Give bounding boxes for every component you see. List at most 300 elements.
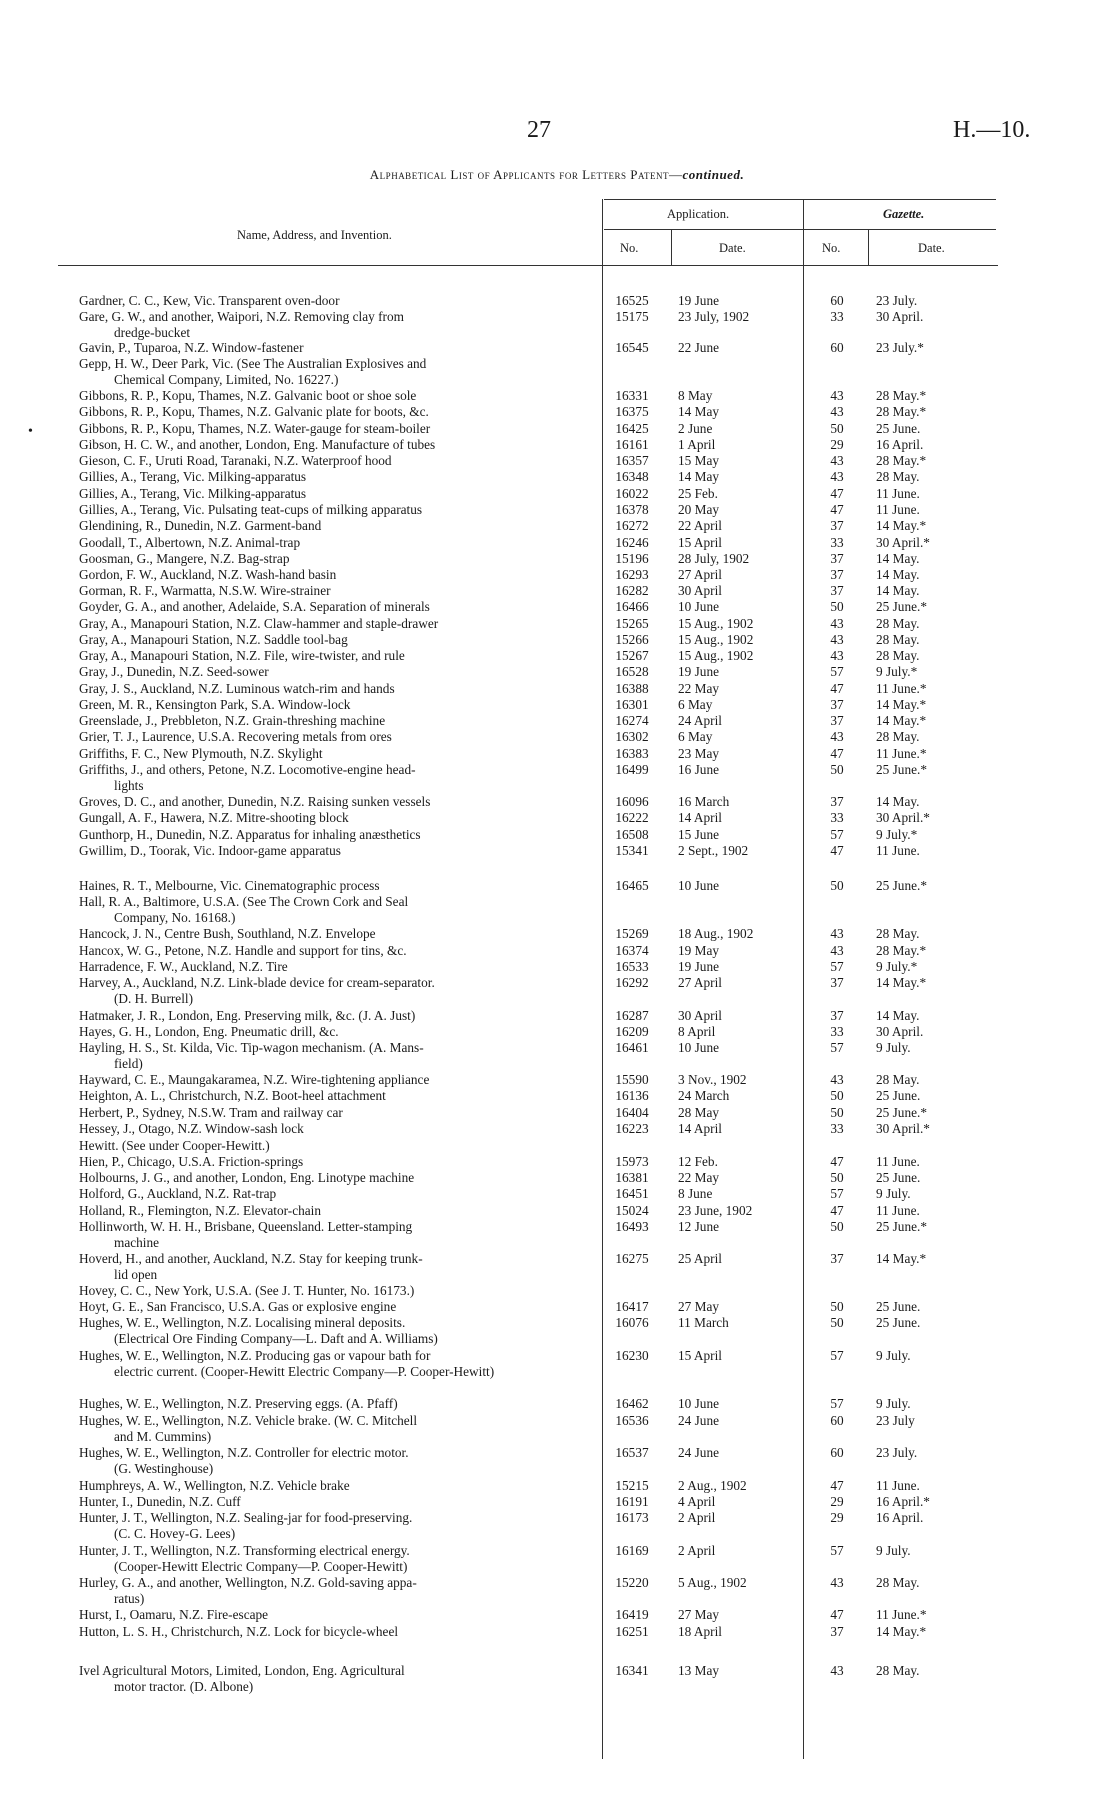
entry-name [79, 1219, 593, 1252]
application-number: 16341 [615, 1663, 649, 1678]
caption-continued: continued. [682, 167, 745, 182]
gazette-date: 14 May.* [876, 697, 927, 712]
entry-name-text: Gwillim, D., Toorak, Vic. Indoor-game apparatus [79, 843, 341, 858]
entry-name-text: Green, M. R., Kensington Park, S.A. Window-lock [79, 697, 351, 712]
gazette-number: 47 [830, 1607, 844, 1622]
application-number: 16173 [615, 1510, 649, 1525]
page-number: 27 [527, 117, 551, 143]
application-number: 16022 [615, 486, 649, 501]
application-date: 5 Aug., 1902 [678, 1575, 747, 1590]
application-date: 8 April [678, 1024, 716, 1039]
gazette-date: 23 July.* [876, 340, 924, 355]
application-number: 15175 [615, 309, 649, 324]
entry-name-text: Greenslade, J., Prebbleton, N.Z. Grain-threshing machine [79, 713, 386, 728]
application-number: 16404 [615, 1105, 649, 1120]
entry-name-text: Gibbons, R. P., Kopu, Thames, N.Z. Galvanic plate for boots, &c. [79, 404, 429, 419]
gazette-date: 25 June. [876, 1088, 921, 1103]
entry-name [79, 1624, 593, 1640]
application-date: 15 Aug., 1902 [678, 616, 754, 631]
application-number: 16287 [615, 1008, 649, 1023]
application-number: 16272 [615, 518, 649, 533]
gazette-date: 28 May.* [876, 943, 927, 958]
application-date: 8 June [678, 1186, 713, 1201]
application-date: 15 May [678, 453, 719, 468]
gazette-date: 28 May.* [876, 388, 927, 403]
gazette-date: 23 July. [876, 1445, 918, 1460]
entry-name [79, 453, 593, 469]
application-date: 24 June [678, 1413, 719, 1428]
gazette-number: 37 [830, 1251, 844, 1266]
application-date: 4 April [678, 1494, 716, 1509]
gazette-date: 16 April.* [876, 1494, 930, 1509]
gazette-number: 37 [830, 1624, 844, 1639]
entry-name-text: Heighton, A. L., Christchurch, N.Z. Boot-heel attachment [79, 1088, 386, 1103]
gazette-number: 43 [830, 926, 844, 941]
application-number: 15215 [615, 1478, 649, 1493]
application-date: 25 April [678, 1251, 722, 1266]
entry-name [79, 664, 593, 680]
entry-name-continuation: (G. Westinghouse) [114, 1461, 214, 1477]
entry-name [79, 1478, 593, 1494]
entry-name-text: Hughes, W. E., Wellington, N.Z. Vehicle brake. (W. C. Mitchell [79, 1413, 418, 1428]
entry-name-text: Gibbons, R. P., Kopu, Thames, N.Z. Water-gauge for steam-boiler [79, 421, 431, 436]
gazette-date: 30 April. [876, 1024, 924, 1039]
application-date: 28 July, 1902 [678, 551, 750, 566]
entry-name [79, 340, 593, 356]
gazette-number: 43 [830, 648, 844, 663]
entry-name-continuation: lid open [114, 1267, 158, 1283]
entry-name-text: Harradence, F. W., Auckland, N.Z. Tire [79, 959, 288, 974]
application-date: 10 June [678, 878, 719, 893]
entry-name-text: Hayling, H. S., St. Kilda, Vic. Tip-wagon mechanism. (A. Mans- [79, 1040, 424, 1055]
entry-name-continuation: Chemical Company, Limited, No. 16227.) [114, 372, 339, 388]
gazette-number: 43 [830, 1575, 844, 1590]
application-number: 16161 [615, 437, 649, 452]
gazette-number: 57 [830, 1543, 844, 1558]
application-number: 16274 [615, 713, 649, 728]
application-number: 16533 [615, 959, 649, 974]
entry-name-continuation: dredge-bucket [114, 325, 191, 341]
application-date: 15 Aug., 1902 [678, 632, 754, 647]
gazette-number: 47 [830, 502, 844, 517]
gazette-number: 29 [830, 437, 844, 452]
application-date: 14 May [678, 404, 719, 419]
application-date: 2 Aug., 1902 [678, 1478, 747, 1493]
entry-name-continuation: ratus) [114, 1591, 145, 1607]
entry-name-text: Gepp, H. W., Deer Park, Vic. (See The Australian Explosives and [79, 356, 427, 371]
gazette-date: 25 June.* [876, 762, 927, 777]
gazette-date: 25 June. [876, 1315, 921, 1330]
entry-name [79, 1543, 593, 1576]
application-number: 16508 [615, 827, 649, 842]
entry-name [79, 551, 593, 567]
header-top-rule [604, 199, 996, 200]
document-reference: H.—10. [953, 117, 1031, 143]
entry-name-text: Grier, T. J., Laurence, U.S.A. Recovering metals from ores [79, 729, 392, 744]
application-number: 16545 [615, 340, 649, 355]
gazette-number: 57 [830, 664, 844, 679]
gazette-number: 50 [830, 1170, 844, 1185]
application-date: 11 March [678, 1315, 729, 1330]
header-bottom-rule [58, 265, 998, 266]
gazette-number: 33 [830, 810, 844, 825]
application-date: 12 Feb. [678, 1154, 718, 1169]
entry-name-text: Hoyt, G. E., San Francisco, U.S.A. Gas or explosive engine [79, 1299, 397, 1314]
entry-name [79, 1315, 593, 1348]
gazette-date: 11 June. [876, 486, 920, 501]
gazette-number: 37 [830, 794, 844, 809]
gazette-date: 9 July. [876, 1348, 911, 1363]
entry-name-text: Griffiths, J., and others, Petone, N.Z. Locomotive-engine head- [79, 762, 416, 777]
page-caption [0, 167, 1114, 183]
caption-text: Alphabetical List of Applicants for Letters Patent— [369, 167, 683, 182]
entry-name-text: Gray, A., Manapouri Station, N.Z. File, wire-twister, and rule [79, 648, 405, 663]
application-date: 30 April [678, 1008, 722, 1023]
entry-name-text: Gunthorp, H., Dunedin, N.Z. Apparatus for inhaling anæsthetics [79, 827, 421, 842]
gazette-date: 14 May.* [876, 975, 927, 990]
application-date: 10 June [678, 1040, 719, 1055]
entry-name [79, 437, 593, 453]
application-number: 16525 [615, 293, 649, 308]
application-date: 8 May [678, 388, 713, 403]
application-number: 16357 [615, 453, 649, 468]
application-number: 16499 [615, 762, 649, 777]
gazette-date: 11 June. [876, 1478, 920, 1493]
application-number: 16528 [615, 664, 649, 679]
application-date: 20 May [678, 502, 719, 517]
gazette-number: 57 [830, 1396, 844, 1411]
entry-name-text: Hughes, W. E., Wellington, N.Z. Preserving eggs. (A. Pfaff) [79, 1396, 398, 1411]
app-no-header: No. [620, 241, 639, 255]
entry-name-text: Harvey, A., Auckland, N.Z. Link-blade device for cream-separator. [79, 975, 435, 990]
gazette-number: 43 [830, 404, 844, 419]
application-number: 16301 [615, 697, 649, 712]
application-date: 24 March [678, 1088, 730, 1103]
application-date: 16 March [678, 794, 730, 809]
entry-name [79, 1186, 593, 1202]
entry-name-text: Hunter, I., Dunedin, N.Z. Cuff [79, 1494, 241, 1509]
application-number: 16383 [615, 746, 649, 761]
entry-name-continuation: field) [114, 1056, 143, 1072]
application-header: Application. [667, 207, 730, 221]
entry-name [79, 810, 593, 826]
application-number: 16381 [615, 1170, 649, 1185]
entry-name [79, 843, 593, 859]
application-date: 22 April [678, 518, 722, 533]
entry-name-continuation: (Cooper-Hewitt Electric Company—P. Cooper-Hewitt) [114, 1559, 408, 1575]
entry-name-continuation: and M. Cummins) [114, 1429, 212, 1445]
header-mid-rule [604, 229, 996, 230]
gazette-number: 43 [830, 453, 844, 468]
application-number: 15269 [615, 926, 649, 941]
col-divider-1 [602, 199, 603, 1759]
gazette-date: 28 May. [876, 648, 920, 663]
gazette-date: 28 May. [876, 729, 920, 744]
application-date: 3 Nov., 1902 [678, 1072, 747, 1087]
entry-name [79, 356, 593, 389]
entry-name [79, 1072, 593, 1088]
entry-name [79, 599, 593, 615]
entry-name-text: Hollinworth, W. H. H., Brisbane, Queensland. Letter-stamping [79, 1219, 413, 1234]
application-date: 14 April [678, 1121, 722, 1136]
entry-name-text: Herbert, P., Sydney, N.S.W. Tram and railway car [79, 1105, 343, 1120]
application-number: 16388 [615, 681, 649, 696]
application-number: 16331 [615, 388, 649, 403]
entry-name [79, 469, 593, 485]
entry-name [79, 894, 593, 927]
application-number: 16466 [615, 599, 649, 614]
entry-name-continuation: motor tractor. (D. Albone) [114, 1679, 254, 1695]
entry-name [79, 1575, 593, 1608]
gazette-date: 28 May. [876, 632, 920, 647]
application-number: 16251 [615, 1624, 649, 1639]
entry-name-continuation: (D. H. Burrell) [114, 991, 194, 1007]
application-date: 2 Sept., 1902 [678, 843, 749, 858]
application-number: 16282 [615, 583, 649, 598]
gazette-number: 37 [830, 697, 844, 712]
gazette-number: 50 [830, 1299, 844, 1314]
application-number: 16461 [615, 1040, 649, 1055]
entry-name-text: Gibbons, R. P., Kopu, Thames, N.Z. Galvanic boot or shoe sole [79, 388, 417, 403]
entry-name [79, 1299, 593, 1315]
application-number: 16223 [615, 1121, 649, 1136]
gazette-date: 30 April.* [876, 535, 930, 550]
entry-name-text: Holbourns, J. G., and another, London, Eng. Linotype machine [79, 1170, 415, 1185]
application-number: 15267 [615, 648, 649, 663]
gazette-number: 60 [830, 340, 844, 355]
entry-name [79, 1251, 593, 1284]
gazette-date: 9 July. [876, 1543, 911, 1558]
gazette-date: 9 July. [876, 1040, 911, 1055]
application-date: 12 June [678, 1219, 719, 1234]
entry-name-text: Groves, D. C., and another, Dunedin, N.Z. Raising sunken vessels [79, 794, 431, 809]
application-number: 16293 [615, 567, 649, 582]
application-number: 16375 [615, 404, 649, 419]
gazette-date: 14 May. [876, 551, 920, 566]
gazette-header: Gazette. [883, 207, 925, 221]
gazette-number: 57 [830, 1040, 844, 1055]
entry-name [79, 729, 593, 745]
entry-name-text: Gillies, A., Terang, Vic. Milking-apparatus [79, 486, 307, 501]
entry-name-text: Gavin, P., Tuparoa, N.Z. Window-fastener [79, 340, 304, 355]
entry-name [79, 697, 593, 713]
gazette-number: 47 [830, 843, 844, 858]
gazette-number: 50 [830, 1088, 844, 1103]
application-date: 23 May [678, 746, 719, 761]
application-number: 16348 [615, 469, 649, 484]
gazette-number: 33 [830, 1121, 844, 1136]
gazette-number: 29 [830, 1510, 844, 1525]
gazette-date: 14 May. [876, 794, 920, 809]
entry-name [79, 1154, 593, 1170]
entry-name [79, 1663, 593, 1696]
entry-name [79, 502, 593, 518]
entry-name-continuation: Company, No. 16168.) [114, 910, 236, 926]
entry-name-text: Gardner, C. C., Kew, Vic. Transparent oven-door [79, 293, 340, 308]
application-number: 16096 [615, 794, 649, 809]
gazette-number: 50 [830, 421, 844, 436]
entry-name-text: Gungall, A. F., Hawera, N.Z. Mitre-shooting block [79, 810, 349, 825]
gazette-number: 57 [830, 959, 844, 974]
gazette-date: 9 July.* [876, 959, 918, 974]
entry-name-text: Hancox, W. G., Petone, N.Z. Handle and support for tins, &c. [79, 943, 407, 958]
gazette-date: 9 July.* [876, 827, 918, 842]
entry-name [79, 1121, 593, 1137]
entry-name-text: Hughes, W. E., Wellington, N.Z. Localising mineral deposits. [79, 1315, 406, 1330]
gaz-no-header: No. [822, 241, 841, 255]
entry-name [79, 1024, 593, 1040]
application-number: 15266 [615, 632, 649, 647]
application-date: 19 June [678, 293, 719, 308]
gazette-number: 37 [830, 975, 844, 990]
entry-name-text: Gordon, F. W., Auckland, N.Z. Wash-hand basin [79, 567, 337, 582]
margin-dot: • [28, 424, 33, 439]
entry-name [79, 1170, 593, 1186]
application-number: 16378 [615, 502, 649, 517]
gazette-date: 14 May. [876, 1008, 920, 1023]
entry-name-text: Hurley, G. A., and another, Wellington, N.Z. Gold-saving appa- [79, 1575, 417, 1590]
application-number: 15024 [615, 1203, 649, 1218]
app-date-header: Date. [719, 241, 746, 255]
application-number: 16136 [615, 1088, 649, 1103]
gazette-number: 33 [830, 309, 844, 324]
entry-name [79, 1510, 593, 1543]
entry-name-continuation: (Electrical Ore Finding Company—L. Daft and A. Williams) [114, 1331, 438, 1347]
application-number: 15265 [615, 616, 649, 631]
application-date: 18 Aug., 1902 [678, 926, 754, 941]
entry-name [79, 1105, 593, 1121]
entry-name [79, 959, 593, 975]
application-date: 16 June [678, 762, 719, 777]
gazette-number: 33 [830, 1024, 844, 1039]
application-date: 22 June [678, 340, 719, 355]
gazette-date: 14 May.* [876, 518, 927, 533]
entry-name [79, 583, 593, 599]
entry-name [79, 309, 593, 342]
entry-name-text: Glendining, R., Dunedin, N.Z. Garment-band [79, 518, 322, 533]
entry-name [79, 1396, 593, 1412]
gazette-date: 11 June.* [876, 746, 927, 761]
gazette-number: 37 [830, 567, 844, 582]
entry-name-text: Gillies, A., Terang, Vic. Pulsating teat-cups of milking apparatus [79, 502, 423, 517]
entry-name-continuation: machine [114, 1235, 160, 1251]
gazette-number: 43 [830, 388, 844, 403]
entry-name [79, 975, 593, 1008]
application-date: 6 May [678, 729, 713, 744]
entry-name-text: Hovey, C. C., New York, U.S.A. (See J. T. Hunter, No. 16173.) [79, 1283, 415, 1298]
gazette-date: 11 June.* [876, 681, 927, 696]
entry-name-text: Hurst, I., Oamaru, N.Z. Fire-escape [79, 1607, 269, 1622]
entry-name [79, 1445, 593, 1478]
entry-name-text: Hewitt. (See under Cooper-Hewitt.) [79, 1138, 270, 1153]
entry-name-text: Gare, G. W., and another, Waipori, N.Z. Removing clay from [79, 309, 404, 324]
application-date: 13 May [678, 1663, 719, 1678]
entry-name [79, 1008, 593, 1024]
gazette-number: 57 [830, 1348, 844, 1363]
entry-name-text: Hien, P., Chicago, U.S.A. Friction-springs [79, 1154, 304, 1169]
entry-name-text: Haines, R. T., Melbourne, Vic. Cinematographic process [79, 878, 380, 893]
entry-name-text: Goyder, G. A., and another, Adelaide, S.A. Separation of minerals [79, 599, 430, 614]
entry-name [79, 1203, 593, 1219]
gazette-date: 25 June. [876, 421, 921, 436]
gazette-date: 14 May. [876, 583, 920, 598]
gazette-number: 43 [830, 632, 844, 647]
application-date: 10 June [678, 599, 719, 614]
gazette-number: 47 [830, 1154, 844, 1169]
gazette-date: 28 May. [876, 616, 920, 631]
entry-name-text: Hayes, G. H., London, Eng. Pneumatic drill, &c. [79, 1024, 339, 1039]
gazette-number: 43 [830, 729, 844, 744]
entry-name [79, 293, 593, 309]
application-date: 24 June [678, 1445, 719, 1460]
application-date: 6 May [678, 697, 713, 712]
entry-name [79, 1494, 593, 1510]
entry-name-text: Humphreys, A. W., Wellington, N.Z. Vehicle brake [79, 1478, 350, 1493]
gazette-number: 50 [830, 599, 844, 614]
gazette-date: 30 April.* [876, 1121, 930, 1136]
gazette-number: 33 [830, 535, 844, 550]
entry-name-text: Holford, G., Auckland, N.Z. Rat-trap [79, 1186, 277, 1201]
entry-name-text: Hunter, J. T., Wellington, N.Z. Transforming electrical energy. [79, 1543, 410, 1558]
gazette-number: 57 [830, 827, 844, 842]
gazette-number: 60 [830, 293, 844, 308]
entry-name [79, 1040, 593, 1073]
application-date: 15 Aug., 1902 [678, 648, 754, 663]
col-divider-4 [868, 229, 869, 265]
application-number: 16537 [615, 1445, 649, 1460]
application-date: 27 April [678, 567, 722, 582]
gazette-number: 47 [830, 681, 844, 696]
application-number: 16076 [615, 1315, 649, 1330]
entry-name [79, 632, 593, 648]
entry-name-text: Hoverd, H., and another, Auckland, N.Z. Stay for keeping trunk- [79, 1251, 423, 1266]
gazette-date: 25 June.* [876, 599, 927, 614]
gazette-date: 25 June.* [876, 1105, 927, 1120]
application-number: 16230 [615, 1348, 649, 1363]
gaz-date-header: Date. [918, 241, 945, 255]
gazette-date: 11 June.* [876, 1607, 927, 1622]
application-number: 16302 [615, 729, 649, 744]
gazette-date: 25 June. [876, 1299, 921, 1314]
gazette-date: 11 June. [876, 1203, 920, 1218]
application-number: 16191 [615, 1494, 649, 1509]
entry-name-text: Hughes, W. E., Wellington, N.Z. Controller for electric motor. [79, 1445, 409, 1460]
column-name-header: Name, Address, and Invention. [237, 228, 392, 242]
gazette-date: 28 May. [876, 1575, 920, 1590]
entry-name [79, 486, 593, 502]
entry-name [79, 1413, 593, 1446]
application-number: 16536 [615, 1413, 649, 1428]
col-divider-2 [671, 229, 672, 265]
gazette-number: 37 [830, 583, 844, 598]
application-date: 19 May [678, 943, 719, 958]
gazette-date: 16 April. [876, 437, 924, 452]
gazette-number: 43 [830, 469, 844, 484]
entry-name [79, 518, 593, 534]
entry-name [79, 762, 593, 795]
gazette-number: 29 [830, 1494, 844, 1509]
entry-name [79, 943, 593, 959]
gazette-date: 25 June.* [876, 1219, 927, 1234]
entry-name-text: Gray, A., Manapouri Station, N.Z. Saddle tool-bag [79, 632, 348, 647]
application-date: 14 May [678, 469, 719, 484]
application-date: 23 July, 1902 [678, 309, 750, 324]
entry-name [79, 388, 593, 404]
gazette-number: 60 [830, 1413, 844, 1428]
entry-name-text: Hutton, L. S. H., Christchurch, N.Z. Lock for bicycle-wheel [79, 1624, 399, 1639]
col-divider-3 [803, 199, 804, 1759]
entry-name-text: Gray, A., Manapouri Station, N.Z. Claw-hammer and staple-drawer [79, 616, 439, 631]
